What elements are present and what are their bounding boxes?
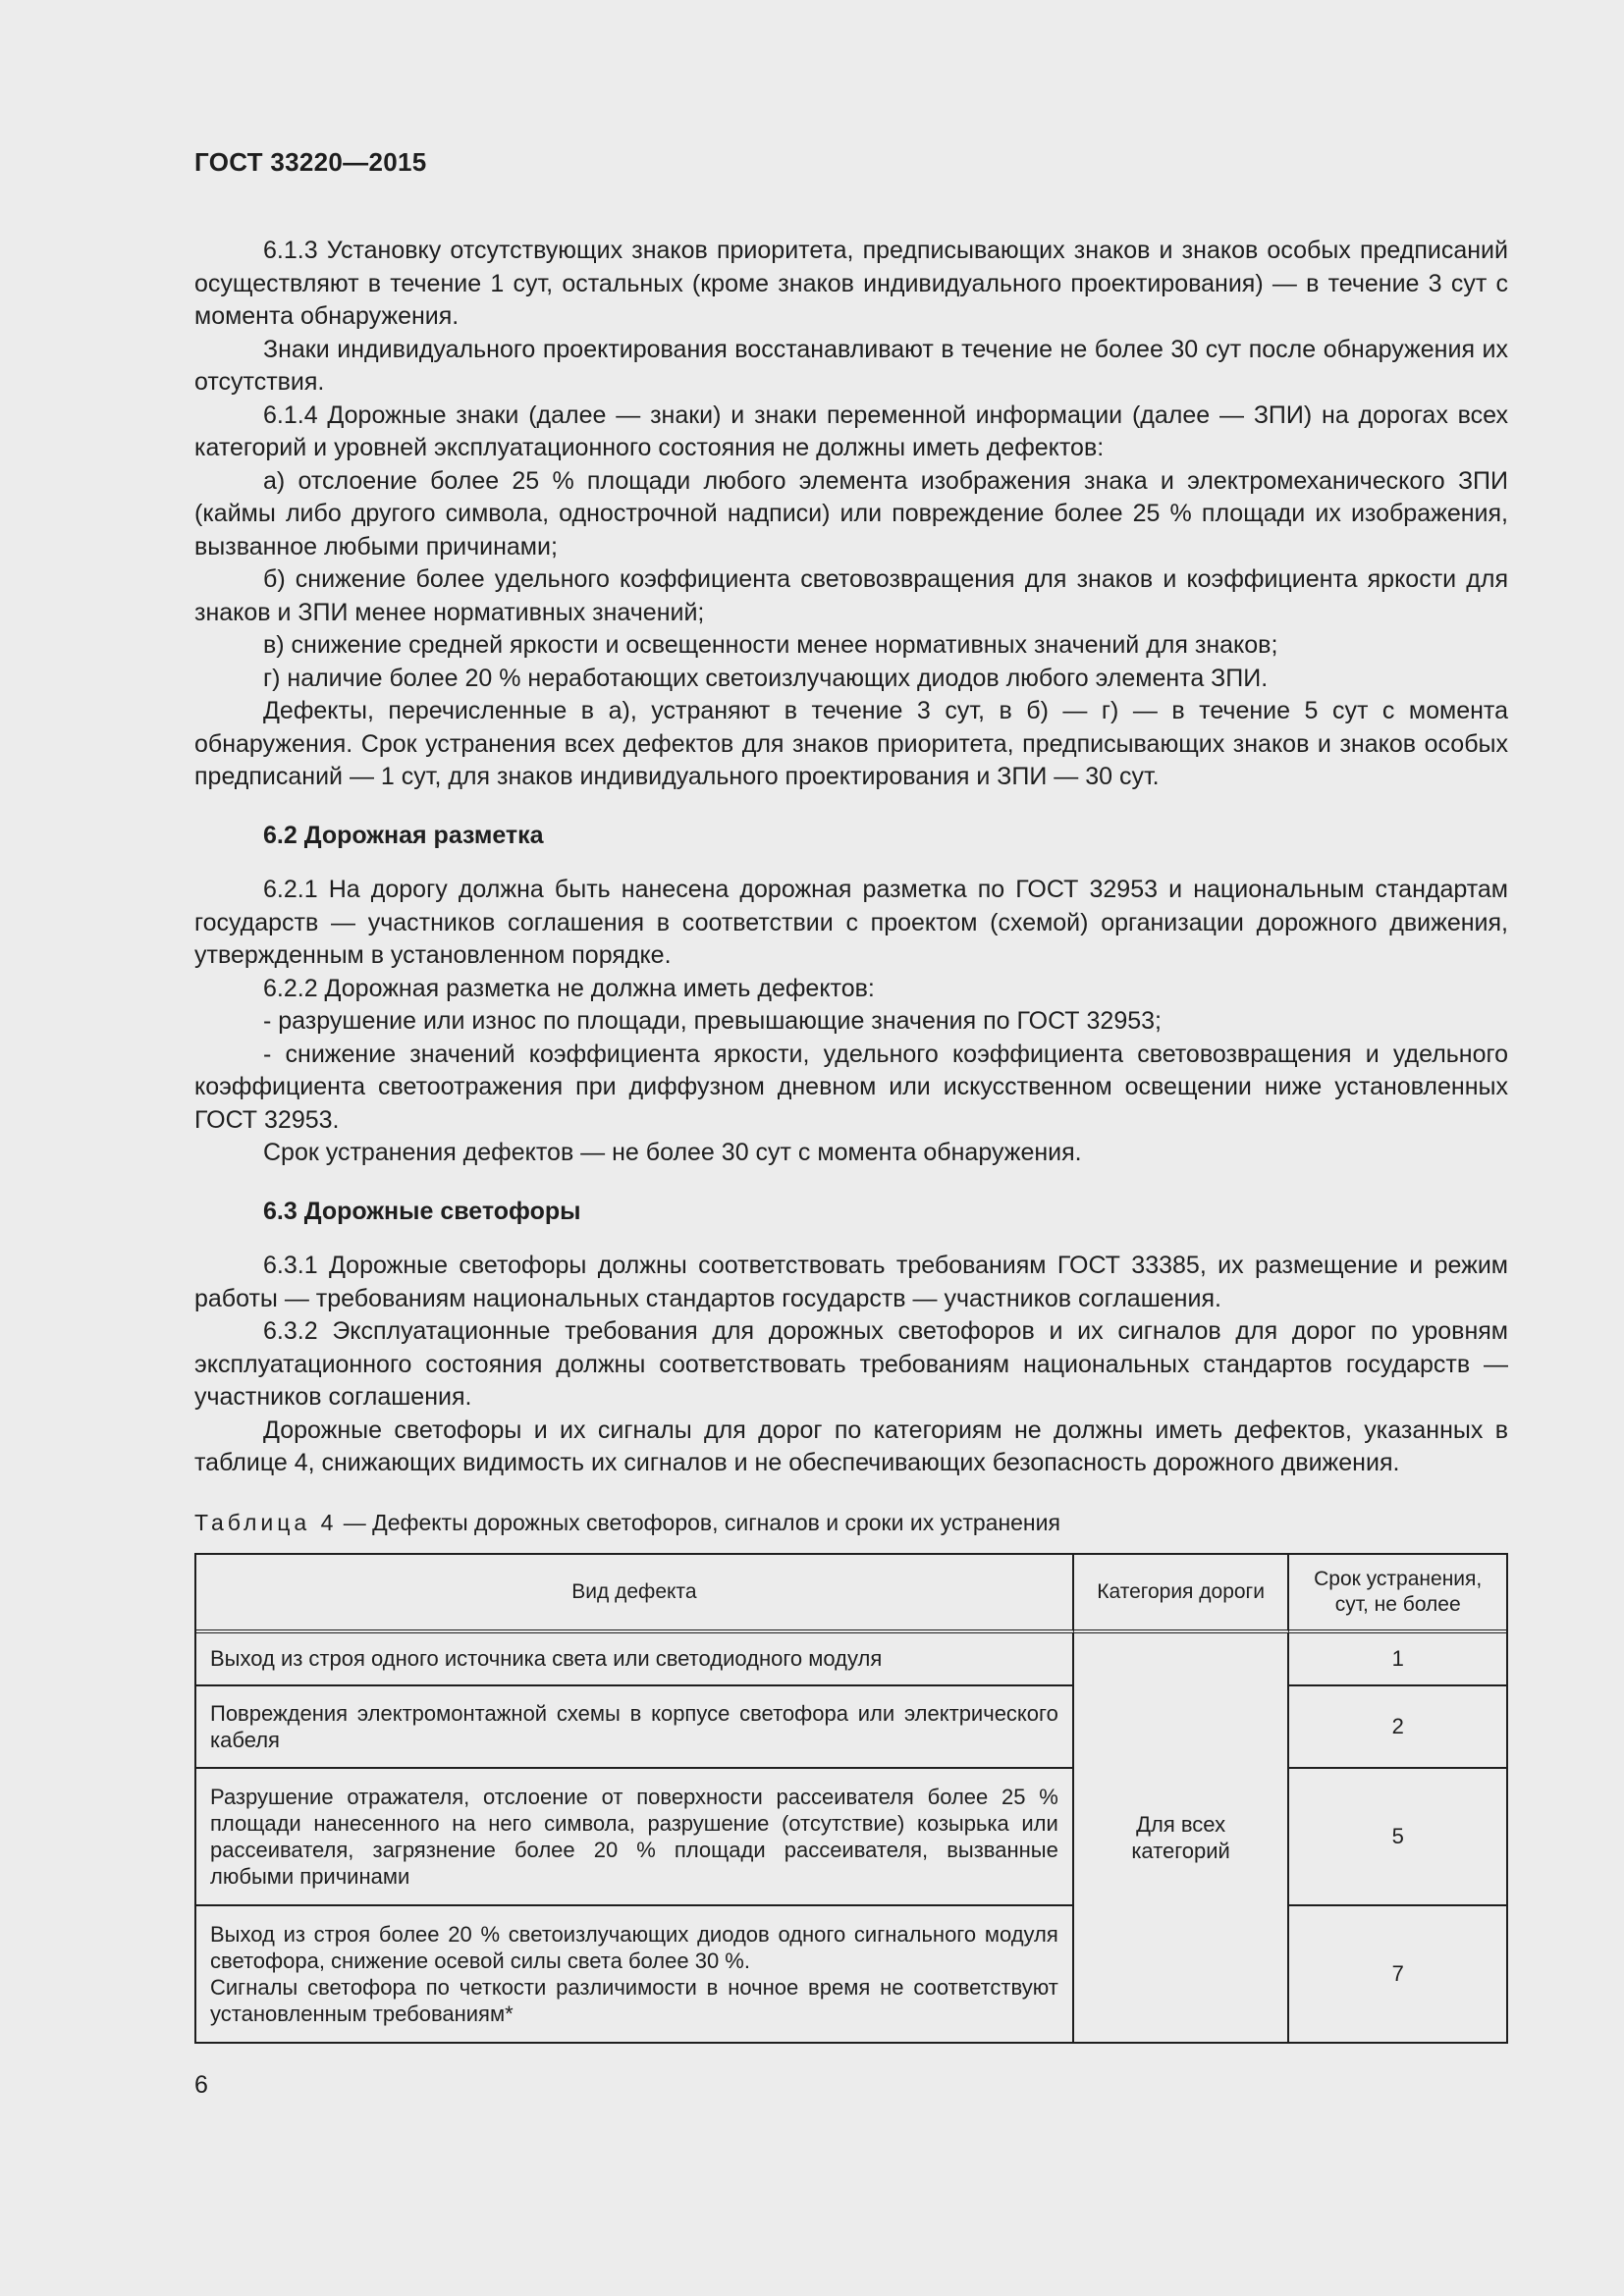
list-item-wear: - разрушение или износ по площади, превышающие значения по ГОСТ 32953; bbox=[263, 1007, 1162, 1035]
paragraph-defects-terms: Дефекты, перечисленные в а), устраняют в течение 3 сут, в б) — г) — в течение 5 сут с момента обнаружения. Срок устранения всех дефектов для знаков приоритета, предписывающих знаков и знаков особых предписаний — 1 сут, для знаков индивидуального проектирования и ЗПИ — 30 сут. bbox=[194, 697, 1508, 790]
paragraph-traffic-lights-defects: Дорожные светофоры и их сигналы для дорог по категориям не должны иметь дефектов, указанных в таблице 4, снижающих видимость их сигналов и не обеспечивающих безопасность дорожного движения. bbox=[194, 1415, 1508, 1476]
section-title-6-2: 6.2 Дорожная разметка bbox=[263, 821, 544, 849]
list-item-a: а) отслоение более 25 % площади любого элемента изображения знака и электромеханического ЗПИ (каймы либо другого символа, однострочной надписи) или повреждение более 25 % площади их изображения, вызванное любыми причинами; bbox=[194, 466, 1508, 561]
days-cell: 5 bbox=[1289, 1769, 1506, 1906]
table-row bbox=[196, 1686, 1506, 1769]
paragraph-marking-term: Срок устранения дефектов — не более 30 сут с момента обнаружения. bbox=[263, 1139, 1082, 1166]
table-row bbox=[196, 1769, 1506, 1906]
list-item-brightness: - снижение значений коэффициента яркости, удельного коэффициента световозвращения и удельного коэффициента светоотражения при диффузном дневном или искусственном освещении ниже установленных ГОСТ 32953. bbox=[194, 1040, 1508, 1134]
table-row bbox=[196, 1906, 1506, 2042]
category-cell: Для всех категорий bbox=[1074, 1633, 1290, 2042]
section-title-6-3: 6.3 Дорожные светофоры bbox=[263, 1197, 581, 1225]
paragraph-6-3-2: 6.3.2 Эксплуатационные требования для дорожных светофоров и их сигналов для дорог по уровням эксплуатационного состояния должны соответствовать требованиям национальных стандартов государств — участников соглашения. bbox=[194, 1317, 1508, 1411]
defect-text-part-1: Выход из строя более 20 % светоизлучающих диодов одного сигнального модуля светофора, снижение осевой силы света более 30 %. bbox=[210, 1921, 1058, 1973]
document-header: ГОСТ 33220—2015 bbox=[194, 147, 427, 177]
days-cell: 1 bbox=[1289, 1633, 1506, 1686]
header-defect-type: Вид дефекта bbox=[196, 1555, 1074, 1633]
header-fix-term: Срок устранения, сут, не более bbox=[1289, 1555, 1506, 1633]
paragraph-6-3-1: 6.3.1 Дорожные светофоры должны соответствовать требованиям ГОСТ 33385, их размещение и режим работы — требованиям национальных стандартов государств — участников соглашения. bbox=[194, 1252, 1508, 1312]
paragraph-6-2-1: 6.2.1 На дорогу должна быть нанесена дорожная разметка по ГОСТ 32953 и национальным стандартам государств — участников соглашения в соответствии с проектом (схемой) организации дорожного движения, утвержденным в установленном порядке. bbox=[194, 876, 1508, 969]
page-number: 6 bbox=[194, 2071, 208, 2099]
defect-cell: Выход из строя одного источника света или светодиодного модуля bbox=[196, 1633, 1074, 1686]
days-cell: 7 bbox=[1391, 1961, 1404, 1986]
defect-text-part-2: Сигналы светофора по четкости различимости в ночное время не соответствуют установленным требованиям* bbox=[210, 1974, 1058, 2026]
table-caption bbox=[194, 1508, 1508, 1537]
paragraph-6-1-4: 6.1.4 Дорожные знаки (далее — знаки) и знаки переменной информации (далее — ЗПИ) на дорогах всех категорий и уровней эксплуатационного состояния не должны иметь дефектов: bbox=[194, 400, 1508, 461]
list-item-v: в) снижение средней яркости и освещенности менее нормативных значений для знаков; bbox=[263, 631, 1278, 659]
table-caption-text: — Дефекты дорожных светофоров, сигналов и сроки их устранения bbox=[343, 1509, 1060, 1535]
list-item-g: г) наличие более 20 % неработающих светоизлучающих диодов любого элемента ЗПИ. bbox=[263, 664, 1269, 692]
table-row bbox=[196, 1633, 1506, 1686]
paragraph-6-2-2: 6.2.2 Дорожная разметка не должна иметь дефектов: bbox=[263, 974, 875, 1002]
defect-cell: Повреждения электромонтажной схемы в корпусе светофора или электрического кабеля bbox=[196, 1686, 1074, 1769]
table-header-row bbox=[196, 1555, 1506, 1633]
days-cell: 2 bbox=[1289, 1686, 1506, 1769]
defect-cell bbox=[196, 1906, 1074, 2042]
defects-table bbox=[194, 1553, 1508, 2044]
defect-cell: Разрушение отражателя, отслоение от поверхности рассеивателя более 25 % площади нанесенного на него символа, разрушение (отсутствие) козырька или рассеивателя, загрязнение более 20 % площади рассеивателя, вызванные любыми причинами bbox=[196, 1769, 1074, 1906]
table-caption-label: Таблица 4 bbox=[194, 1509, 338, 1535]
list-item-b: б) снижение более удельного коэффициента световозвращения для знаков и коэффициента яркости для знаков и ЗПИ менее нормативных значений; bbox=[194, 565, 1508, 626]
header-road-category: Категория дороги bbox=[1074, 1555, 1290, 1633]
paragraph-individual-signs: Знаки индивидуального проектирования восстанавливают в течение не более 30 сут после обнаружения их отсутствия. bbox=[194, 335, 1508, 396]
document-page bbox=[194, 147, 1508, 2044]
paragraph-6-1-3: 6.1.3 Установку отсутствующих знаков приоритета, предписывающих знаков и знаков особых предписаний осуществляют в течение 1 сут, остальных (кроме знаков индивидуального проектирования) — в течение 3 сут с момента обнаружения. bbox=[194, 237, 1508, 330]
